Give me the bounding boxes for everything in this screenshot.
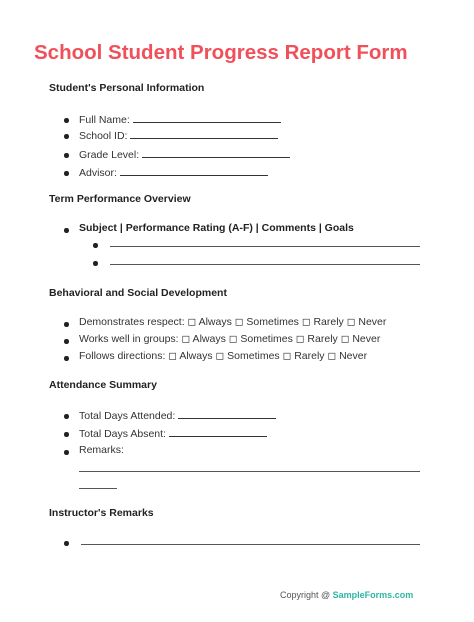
- field-advisor: Advisor:: [79, 165, 268, 179]
- days-attended-input[interactable]: [178, 408, 276, 419]
- grade-level-input[interactable]: [142, 147, 290, 158]
- field-days-absent: Total Days Absent:: [79, 426, 267, 440]
- field-school-id: School ID:: [79, 128, 278, 142]
- term-entry-line-1[interactable]: [110, 246, 420, 247]
- instructor-remarks-line[interactable]: [81, 544, 420, 545]
- bullet-icon: [64, 414, 69, 419]
- bullet-icon: [64, 118, 69, 123]
- bullet-icon: [64, 339, 69, 344]
- term-columns-label: Subject | Performance Rating (A-F) | Comments | Goals: [79, 222, 354, 234]
- behavior-item-groups: Works well in groups: ◻ Always ◻ Sometimes ◻ Rarely ◻ Never: [79, 333, 381, 345]
- bullet-icon: [64, 432, 69, 437]
- section-heading-attendance: Attendance Summary: [49, 379, 157, 391]
- remarks-line-2[interactable]: [79, 488, 117, 489]
- bullet-icon: [64, 356, 69, 361]
- bullet-icon: [64, 171, 69, 176]
- advisor-input[interactable]: [120, 165, 268, 176]
- field-days-attended: Total Days Attended:: [79, 408, 276, 422]
- bullet-icon: [64, 450, 69, 455]
- bullet-icon: [64, 322, 69, 327]
- school-id-input[interactable]: [130, 128, 278, 139]
- full-name-input[interactable]: [133, 112, 281, 123]
- section-heading-instructor: Instructor's Remarks: [49, 507, 154, 519]
- section-heading-personal: Student's Personal Information: [49, 82, 205, 94]
- section-heading-term: Term Performance Overview: [49, 193, 191, 205]
- bullet-icon: [64, 541, 69, 546]
- days-absent-input[interactable]: [169, 426, 267, 437]
- bullet-icon: [64, 228, 69, 233]
- bullet-icon: [93, 243, 98, 248]
- field-full-name: Full Name:: [79, 112, 281, 126]
- page-title: School Student Progress Report Form: [34, 41, 408, 64]
- remarks-line-1[interactable]: [79, 471, 420, 472]
- bullet-icon: [64, 153, 69, 158]
- behavior-item-respect: Demonstrates respect: ◻ Always ◻ Sometimes ◻ Rarely ◻ Never: [79, 316, 387, 328]
- behavior-item-directions: Follows directions: ◻ Always ◻ Sometimes ◻ Rarely ◻ Never: [79, 350, 368, 362]
- term-entry-line-2[interactable]: [110, 264, 420, 265]
- bullet-icon: [93, 261, 98, 266]
- bullet-icon: [64, 134, 69, 139]
- section-heading-behavior: Behavioral and Social Development: [49, 287, 227, 299]
- brand-link[interactable]: SampleForms.com: [332, 590, 414, 600]
- footer-copyright: Copyright @ SampleForms.com: [280, 590, 414, 600]
- field-grade-level: Grade Level:: [79, 147, 290, 161]
- field-remarks-label: Remarks:: [79, 444, 124, 456]
